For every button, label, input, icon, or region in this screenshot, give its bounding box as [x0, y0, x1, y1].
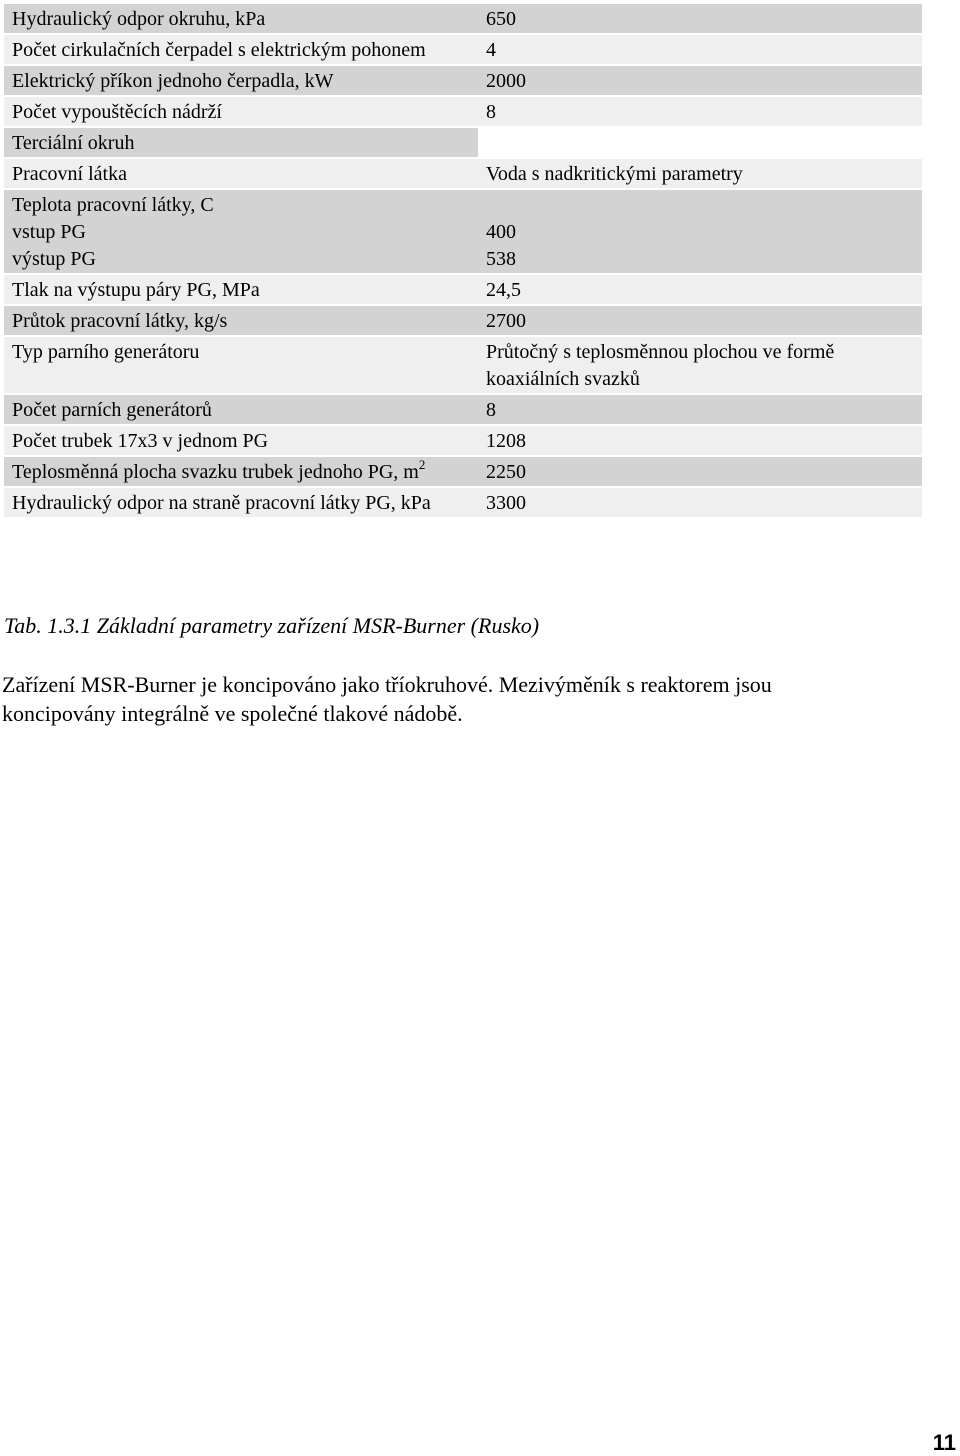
label-text: Teplosměnná plocha svazku trubek jednoho PG, m — [12, 461, 419, 483]
row-label — [4, 190, 478, 273]
table-row — [4, 488, 922, 517]
parameters-table — [4, 2, 922, 519]
table-row — [4, 4, 922, 33]
value-line: 400 — [486, 221, 516, 243]
row-label: Elektrický příkon jednoho čerpadla, kW — [4, 66, 478, 95]
row-value — [478, 190, 922, 273]
row-label: Počet vypouštěcích nádrží — [4, 97, 478, 126]
table-row — [4, 275, 922, 304]
table-row — [4, 457, 922, 486]
table-row — [4, 35, 922, 64]
row-label: Počet trubek 17x3 v jednom PG — [4, 426, 478, 455]
section-header-row — [4, 128, 922, 157]
row-value: Voda s nadkritickými parametry — [478, 159, 922, 188]
label-line: Teplota pracovní látky, C — [12, 194, 214, 216]
value-line — [486, 192, 916, 219]
section-label: Terciální okruh — [4, 128, 478, 157]
table-row — [4, 337, 922, 393]
table-row — [4, 190, 922, 273]
body-paragraph — [2, 670, 922, 728]
superscript: 2 — [418, 457, 426, 472]
row-value: 3300 — [478, 488, 922, 517]
row-label: Hydraulický odpor na straně pracovní látky PG, kPa — [4, 488, 478, 517]
row-value: 8 — [478, 395, 922, 424]
row-value: 2250 — [478, 457, 922, 486]
row-value — [478, 128, 922, 157]
label-line: výstup PG — [12, 248, 96, 270]
table-row — [4, 395, 922, 424]
row-value: 1208 — [478, 426, 922, 455]
row-label: Typ parního generátoru — [4, 337, 478, 393]
row-value: 2000 — [478, 66, 922, 95]
row-label: Průtok pracovní látky, kg/s — [4, 306, 478, 335]
row-value: 8 — [478, 97, 922, 126]
label-line: vstup PG — [12, 221, 86, 243]
row-value: Průtočný s teplosměnnou plochou ve formě koaxiálních svazků — [478, 337, 922, 393]
row-label: Počet cirkulačních čerpadel s elektrickým pohonem — [4, 35, 478, 64]
table-row — [4, 306, 922, 335]
row-value: 2700 — [478, 306, 922, 335]
table-row — [4, 66, 922, 95]
row-label: Tlak na výstupu páry PG, MPa — [4, 275, 478, 304]
row-value: 24,5 — [478, 275, 922, 304]
value-line: 538 — [486, 248, 516, 270]
page-number: 11 — [932, 1430, 956, 1455]
table-caption: Tab. 1.3.1 Základní parametry zařízení MSR-Burner (Rusko) — [4, 613, 540, 638]
row-label: Pracovní látka — [4, 159, 478, 188]
row-value: 4 — [478, 35, 922, 64]
paragraph-line: koncipovány integrálně ve společné tlakové nádobě. — [2, 701, 463, 726]
row-value: 650 — [478, 4, 922, 33]
table-row — [4, 97, 922, 126]
paragraph-line: Zařízení MSR-Burner je koncipováno jako tříokruhové. Mezivýměník s reaktorem jsou — [2, 672, 772, 697]
table-row — [4, 159, 922, 188]
row-label: Hydraulický odpor okruhu, kPa — [4, 4, 478, 33]
row-label — [4, 457, 478, 486]
table-row — [4, 426, 922, 455]
row-label: Počet parních generátorů — [4, 395, 478, 424]
